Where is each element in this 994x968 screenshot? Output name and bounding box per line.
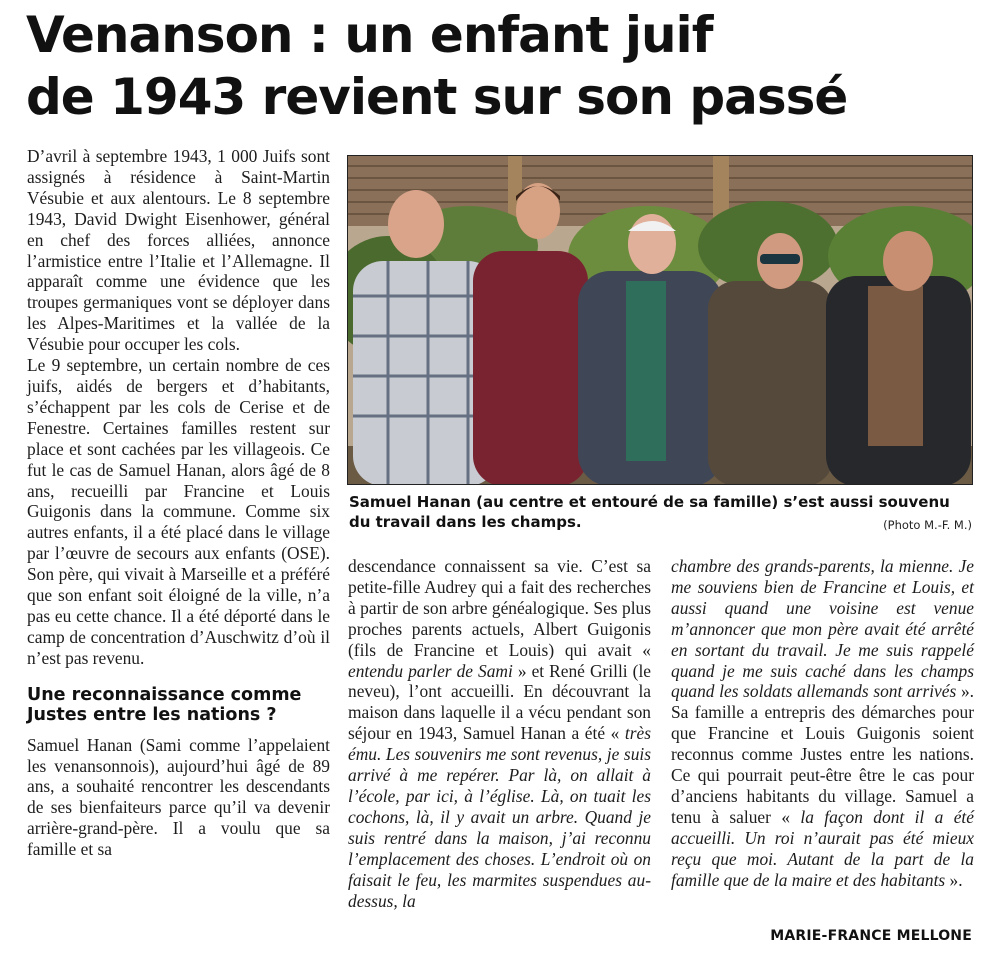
photo-credit: (Photo M.-F. M.) bbox=[883, 518, 972, 532]
text-run: » et René Grilli (le neveu), l’ont accueilli. En découvrant la maison dans laquelle il a vécu pendant son séjour en 1943, Samuel Hanan a été « bbox=[348, 660, 651, 744]
quote-run: très ému. Les souvenirs me sont revenus, je suis arrivé à me repérer. Par là, on allait à l’école, par ici, à l’église. Là, on tuait les cochons, là, il y avait un arbre. Quand je suis rentré dans la maison, j’ai reconnu l’emplacement des choses. L’endroit où on faisait le feu, les marmites suspendues au-dessus, la bbox=[348, 723, 651, 911]
quote-run: chambre des grands-parents, la mienne. Je me souviens bien de Francine et Louis, et aussi quand une voisine est venue m’annoncer que mon père avait été arrêté en sortant du travail. Je me suis rappelé quand je me suis caché dans les champs quand les soldats allemands sont arrivés bbox=[671, 556, 974, 702]
paragraph-descendance bbox=[348, 556, 651, 911]
headline-line-1: Venanson : un enfant juif bbox=[26, 6, 713, 64]
text-run: ». Sa famille a entrepris des démarches pour que Francine et Louis Guigonis soient reconnus comme Justes entre les nations. Ce qui pourrait peut-être être le cas pour d’anciens habitants du village. Samuel a tenu à saluer « bbox=[671, 681, 974, 827]
quote-run: entendu parler de Sami bbox=[348, 660, 513, 681]
article-column-2 bbox=[348, 556, 651, 911]
group-photo-image bbox=[348, 156, 973, 485]
paragraph-samuel-start: Samuel Hanan (Sami comme l’appelaient les venansonnois), aujourd’hui âgé de 89 ans, a souhaité rencontrer les descendants de ses bienfaiteurs parce qu’il va devenir arrière-grand-père. Il a voulu que sa famille et sa bbox=[27, 734, 330, 860]
section-subheading: Une reconnaissance comme Justes entre les nations ? bbox=[27, 684, 302, 725]
group-photo bbox=[347, 155, 973, 485]
article-column-3 bbox=[671, 556, 974, 891]
quote-run: la façon dont il a été accueilli. Un roi n’aurait pas été mieux reçu que moi. Autant de la part de la famille que de la maire et des habitants bbox=[671, 806, 974, 890]
photo-caption: Samuel Hanan (au centre et entouré de sa famille) s’est aussi souvenu du travail dans les champs. bbox=[349, 493, 950, 531]
paragraph-intro: D’avril à septembre 1943, 1 000 Juifs sont assignés à résidence à Saint-Martin Vésubie et aux alentours. Le 8 septembre 1943, David Dwight Eisenhower, général en chef des forces alliées, annonce l’armistice entre l’Italie et l’Allemagne. Il apparaît comme une évidence que les troupes germaniques vont se déployer dans les Alpes-Maritimes et la vallée de la Vésubie pour occuper les cols. bbox=[27, 146, 330, 355]
paragraph-escape: Le 9 septembre, un certain nombre de ces juifs, aidés de bergers et d’habitants, s’échappent par les cols de Cerise et de Fenestre. Certaines familles restent sur place et sont cachées par les villageois. Ce fut le cas de Samuel Hanan, alors âgé de 8 ans, recueilli par Francine et Louis Guigonis dans la commune. Comme six autres enfants, il a été placé dans le village par l’œuvre de secours aux enfants (OSE). Son père, qui vivait à Marseille et a préféré que son enfant soit éloigné de la ville, n’a pas eu cette chance. Il a été déporté dans le camp de concentration d’Auschwitz d’où il n’est pas revenu. bbox=[27, 355, 330, 668]
author-byline: MARIE-FRANCE MELLONE bbox=[770, 928, 972, 944]
article-column-1 bbox=[27, 146, 330, 860]
paragraph-memories bbox=[671, 556, 974, 891]
headline-line-2: de 1943 revient sur son passé bbox=[26, 68, 848, 126]
text-run: ». bbox=[945, 869, 963, 890]
text-run: descendance connaissent sa vie. C’est sa petite-fille Audrey qui a fait des recherches à partir de son arbre généalogique. Ses plus proches parents actuels, Albert Guigonis (fils de Francine et Louis) qui avait « bbox=[348, 556, 651, 660]
headline bbox=[26, 4, 976, 128]
